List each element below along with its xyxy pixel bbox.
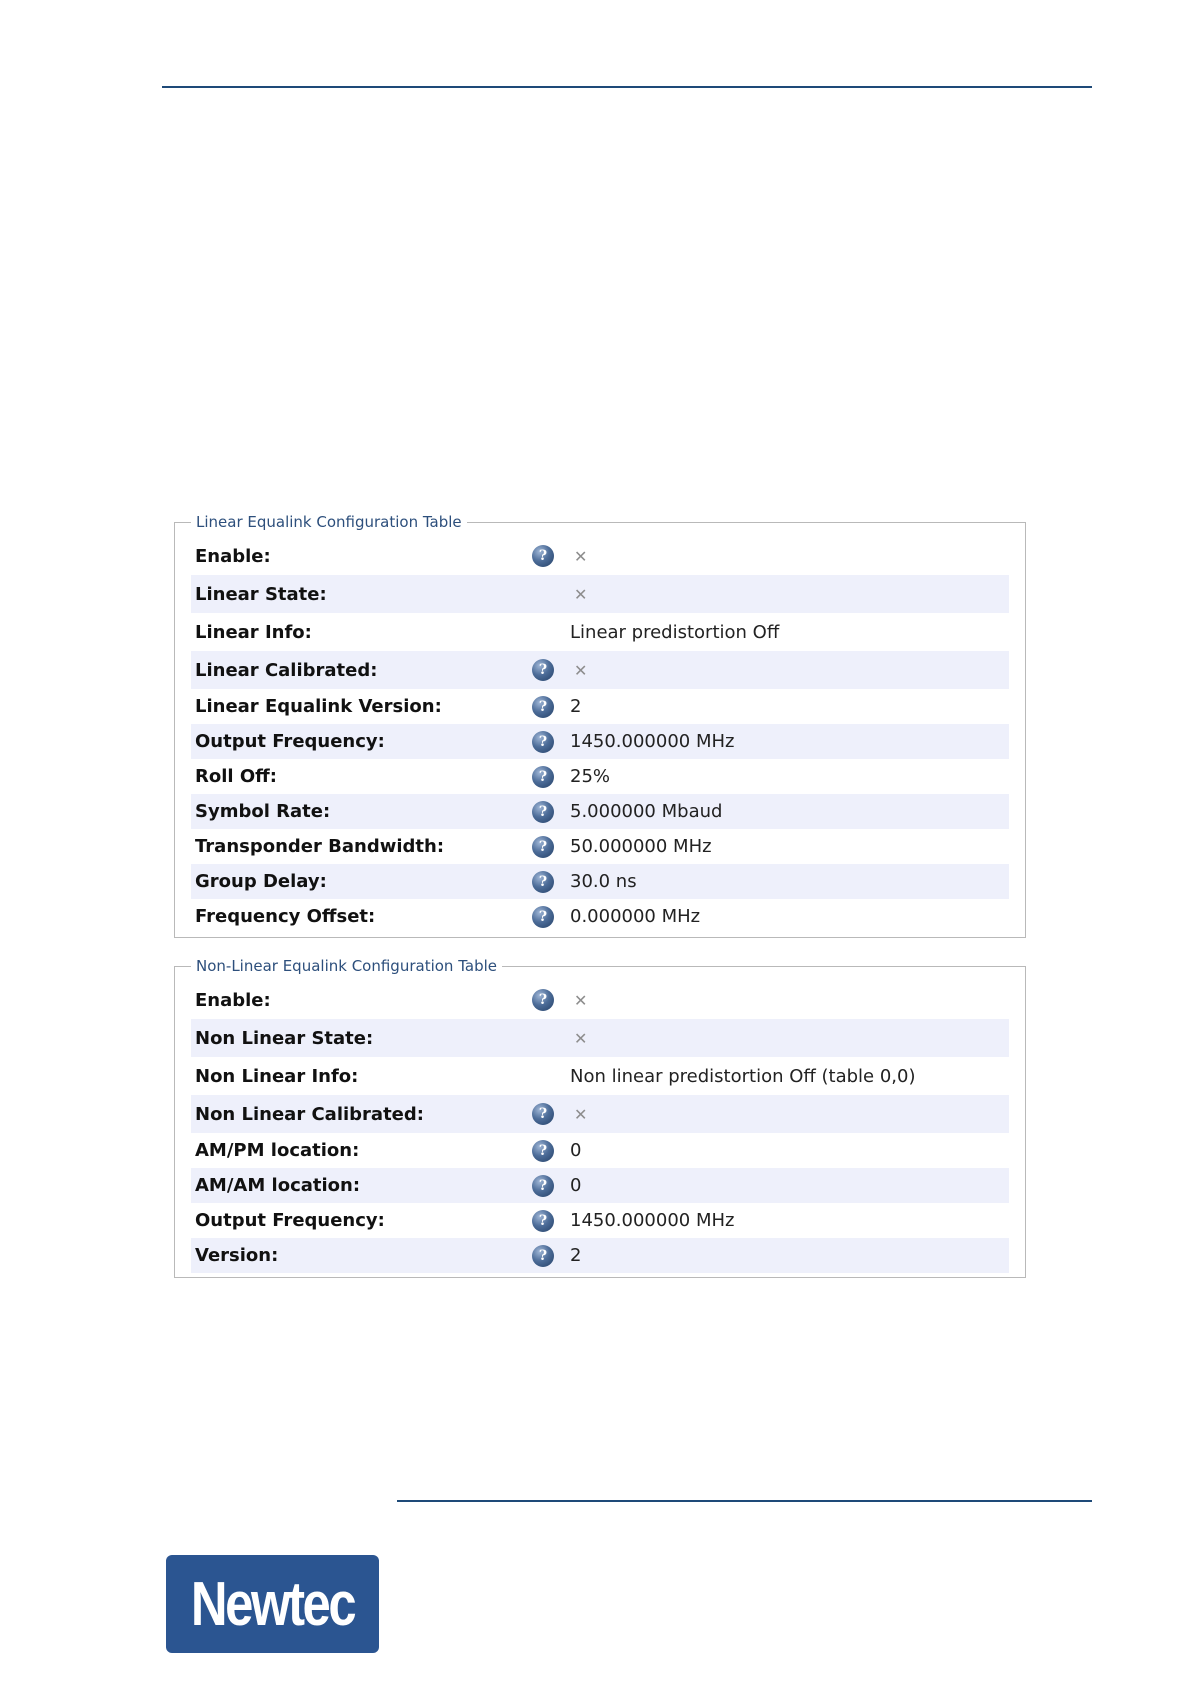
disabled-cross-icon: ✕ xyxy=(574,1028,588,1048)
row-value: 5.000000 Mbaud xyxy=(570,801,723,822)
linear-row-frequency-offset xyxy=(191,899,1009,934)
row-value: 0.000000 MHz xyxy=(570,906,701,927)
help-icon-cell xyxy=(532,1210,564,1232)
linear-equalink-table xyxy=(174,513,1026,938)
help-icon-cell xyxy=(532,1103,564,1125)
linear-row-linear-state xyxy=(191,575,1009,613)
row-label: AM/AM location: xyxy=(195,1175,361,1196)
help-icon-cell xyxy=(532,766,564,788)
help-icon[interactable]: ? xyxy=(532,659,554,681)
help-icon-cell xyxy=(532,836,564,858)
help-icon[interactable]: ? xyxy=(532,1140,554,1162)
row-label: Linear Calibrated: xyxy=(195,659,378,681)
row-value: 2 xyxy=(570,696,582,717)
row-label: AM/PM location: xyxy=(195,1140,360,1161)
row-label: Version: xyxy=(195,1245,279,1266)
linear-row-output-frequency xyxy=(191,724,1009,759)
nonlinear-table-rows xyxy=(191,981,1009,1273)
newtec-logo xyxy=(166,1555,379,1653)
disabled-cross-icon: ✕ xyxy=(574,990,588,1010)
row-value: 30.0 ns xyxy=(570,871,637,892)
help-icon[interactable]: ? xyxy=(532,1175,554,1197)
linear-row-roll-off xyxy=(191,759,1009,794)
row-label: Non Linear Info: xyxy=(195,1065,359,1087)
linear-row-enable xyxy=(191,537,1009,575)
linear-row-transponder-bandwidth xyxy=(191,829,1009,864)
help-icon[interactable]: ? xyxy=(532,906,554,928)
nonlinear-row-non-linear-state xyxy=(191,1019,1009,1057)
help-icon-cell xyxy=(532,801,564,823)
row-value: 0 xyxy=(570,1140,582,1161)
linear-table-rows xyxy=(191,537,1009,934)
help-icon-cell xyxy=(532,989,564,1011)
linear-row-symbol-rate xyxy=(191,794,1009,829)
help-icon[interactable]: ? xyxy=(532,1103,554,1125)
linear-row-linear-calibrated xyxy=(191,651,1009,689)
row-label: Output Frequency: xyxy=(195,1210,385,1231)
row-label: Frequency Offset: xyxy=(195,906,376,927)
nonlinear-equalink-table xyxy=(174,957,1026,1278)
nonlinear-row-am-pm-location xyxy=(191,1133,1009,1168)
row-label: Output Frequency: xyxy=(195,731,385,752)
row-value: Linear predistortion Off xyxy=(570,621,780,643)
help-icon-cell xyxy=(532,1245,564,1267)
help-icon-cell xyxy=(532,871,564,893)
help-icon-cell xyxy=(532,1175,564,1197)
help-icon[interactable]: ? xyxy=(532,545,554,567)
row-label: Enable: xyxy=(195,989,271,1011)
disabled-cross-icon: ✕ xyxy=(574,584,588,604)
row-value: 1450.000000 MHz xyxy=(570,1210,735,1231)
linear-table-title: Linear Equalink Configuration Table xyxy=(196,513,462,531)
help-icon[interactable]: ? xyxy=(532,766,554,788)
help-icon[interactable]: ? xyxy=(532,801,554,823)
row-label: Linear Equalink Version: xyxy=(195,696,442,717)
row-value: 1450.000000 MHz xyxy=(570,731,735,752)
help-icon[interactable]: ? xyxy=(532,836,554,858)
help-icon[interactable]: ? xyxy=(532,871,554,893)
row-value: 0 xyxy=(570,1175,582,1196)
help-icon-cell xyxy=(532,545,564,567)
help-icon-cell xyxy=(532,1140,564,1162)
linear-row-linear-equalink-version xyxy=(191,689,1009,724)
help-icon-cell xyxy=(532,731,564,753)
footer-rule xyxy=(397,1500,1092,1502)
help-icon[interactable]: ? xyxy=(532,1245,554,1267)
nonlinear-row-am-am-location xyxy=(191,1168,1009,1203)
row-value: 50.000000 MHz xyxy=(570,836,712,857)
nonlinear-row-non-linear-calibrated xyxy=(191,1095,1009,1133)
disabled-cross-icon: ✕ xyxy=(574,546,588,566)
row-label: Symbol Rate: xyxy=(195,801,331,822)
help-icon[interactable]: ? xyxy=(532,731,554,753)
row-label: Non Linear Calibrated: xyxy=(195,1103,424,1125)
header-rule xyxy=(162,86,1092,88)
logo-text: Newtec xyxy=(190,1569,355,1639)
help-icon-cell xyxy=(532,906,564,928)
row-value: 2 xyxy=(570,1245,582,1266)
help-icon-cell xyxy=(532,659,564,681)
row-label: Linear State: xyxy=(195,583,327,605)
row-value: Non linear predistortion Off (table 0,0) xyxy=(570,1065,916,1087)
linear-row-group-delay xyxy=(191,864,1009,899)
row-label: Non Linear State: xyxy=(195,1027,374,1049)
row-label: Transponder Bandwidth: xyxy=(195,836,445,857)
help-icon-cell xyxy=(532,696,564,718)
row-label: Group Delay: xyxy=(195,871,327,892)
help-icon[interactable]: ? xyxy=(532,989,554,1011)
help-icon[interactable]: ? xyxy=(532,696,554,718)
nonlinear-row-enable xyxy=(191,981,1009,1019)
help-icon[interactable]: ? xyxy=(532,1210,554,1232)
row-value: 25% xyxy=(570,766,611,787)
linear-row-linear-info xyxy=(191,613,1009,651)
nonlinear-row-non-linear-info xyxy=(191,1057,1009,1095)
row-label: Enable: xyxy=(195,545,271,567)
nonlinear-row-output-frequency xyxy=(191,1203,1009,1238)
nonlinear-table-title: Non-Linear Equalink Configuration Table xyxy=(196,957,497,975)
nonlinear-row-version xyxy=(191,1238,1009,1273)
row-label: Linear Info: xyxy=(195,621,312,643)
disabled-cross-icon: ✕ xyxy=(574,660,588,680)
disabled-cross-icon: ✕ xyxy=(574,1104,588,1124)
row-label: Roll Off: xyxy=(195,766,277,787)
